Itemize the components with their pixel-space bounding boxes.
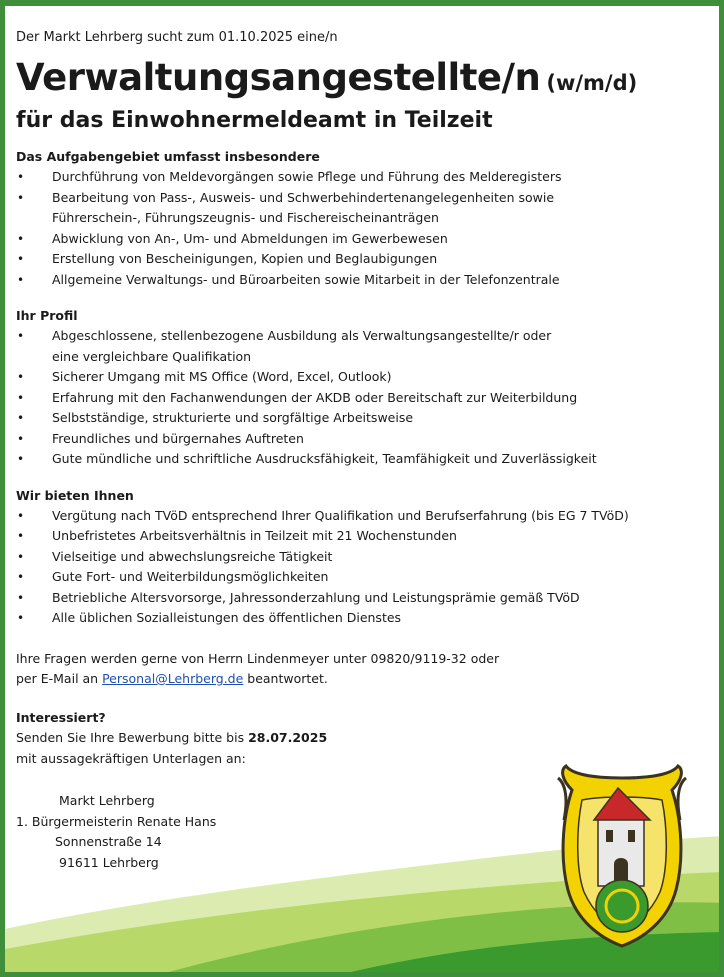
list-item — [16, 326, 704, 367]
contact-line-2-start: per E-Mail an — [16, 671, 103, 686]
contact-line-2 — [16, 669, 704, 690]
job-title — [16, 56, 704, 99]
contact-line-2-end: beantwortet. — [243, 671, 328, 686]
section-heading: Ihr Profil — [16, 308, 78, 323]
list-item — [16, 408, 704, 429]
application-deadline: 28.07.2025 — [248, 730, 328, 745]
list-item-text: Sicherer Umgang mit MS Office (Word, Excel, Outlook) — [52, 369, 392, 384]
address-line-street: Sonnenstraße 14 — [55, 834, 162, 849]
bullet-icon: • — [17, 590, 25, 605]
email-link[interactable]: Personal@Lehrberg.de — [102, 671, 244, 686]
address-line-name: 1. Bürgermeisterin Renate Hans — [16, 813, 217, 829]
bullet-list — [16, 326, 704, 470]
bullet-icon: • — [17, 329, 25, 343]
bullet-icon: • — [17, 611, 25, 625]
bullet-icon: • — [17, 549, 25, 564]
list-item — [16, 608, 704, 629]
application-line-2: mit aussagekräftigen Unterlagen an: — [16, 750, 246, 766]
bullet-icon: • — [17, 431, 25, 446]
list-item — [16, 367, 704, 388]
application-heading: Interessiert? — [16, 709, 106, 725]
contact-info — [16, 649, 704, 690]
address-line-org: Markt Lehrberg — [59, 793, 155, 808]
bullet-icon: • — [17, 231, 25, 246]
contact-line-1: Ihre Fragen werden gerne von Herrn Lindenmeyer unter 09820/9119-32 oder — [16, 650, 500, 666]
list-item — [16, 229, 704, 250]
list-item-text: Allgemeine Verwaltungs- und Büroarbeiten sowie Mitarbeit in der Telefonzentrale — [52, 271, 560, 287]
list-item — [16, 449, 704, 470]
list-item-line: Führerschein-, Führungszeugnis- und Fischereischeinanträgen — [52, 210, 439, 225]
job-title-main: Verwaltungsangestellte/n — [16, 56, 541, 99]
list-item — [16, 188, 704, 229]
job-title-suffix: (w/m/d) — [546, 71, 638, 95]
list-item-text: Abwicklung von An-, Um- und Abmeldungen im Gewerbewesen — [52, 230, 448, 246]
bullet-icon: • — [17, 252, 25, 266]
list-item-text: Unbefristetes Arbeitsverhältnis in Teilzeit mit 21 Wochenstunden — [52, 528, 457, 543]
list-item-text: Gute mündliche und schriftliche Ausdrucksfähigkeit, Teamfähigkeit und Zuverlässigkeit — [52, 451, 597, 466]
application-line-1-start: Senden Sie Ihre Bewerbung bitte bis — [16, 730, 249, 745]
list-item — [16, 588, 704, 609]
list-item — [16, 388, 704, 409]
bullet-list — [16, 506, 704, 629]
bullet-icon: • — [17, 272, 25, 287]
list-item-text: Vielseitige und abwechslungsreiche Tätigkeit — [52, 548, 333, 564]
list-item-text: Betriebliche Altersvorsorge, Jahressonderzahlung und Leistungsprämie gemäß TVöD — [52, 589, 580, 605]
bullet-icon: • — [17, 390, 25, 405]
list-item — [16, 506, 704, 527]
list-item — [16, 429, 704, 450]
list-item-text: Durchführung von Meldevorgängen sowie Pflege und Führung des Melderegisters — [52, 169, 562, 184]
list-item — [16, 167, 704, 188]
list-item-text: Alle üblichen Sozialleistungen des öffentlichen Dienstes — [52, 610, 402, 625]
application-line-1 — [16, 728, 704, 749]
list-item — [16, 249, 704, 270]
bullet-icon: • — [17, 452, 25, 466]
list-item-text: Freundliches und bürgernahes Auftreten — [52, 430, 304, 446]
bullet-icon: • — [17, 570, 25, 584]
intro-line: Der Markt Lehrberg sucht zum 01.10.2025 eine/n — [16, 30, 338, 45]
bullet-icon: • — [17, 370, 25, 384]
list-item — [16, 526, 704, 547]
job-posting — [16, 30, 704, 873]
address-line-city: 91611 Lehrberg — [59, 854, 159, 870]
bullet-icon: • — [17, 190, 25, 205]
list-item-text: Gute Fort- und Weiterbildungsmöglichkeiten — [52, 569, 329, 584]
list-item — [16, 270, 704, 291]
list-item-line: Bearbeitung von Pass-, Ausweis- und Schwerbehindertenangelegenheiten sowie — [52, 189, 555, 205]
list-item-text: Selbstständige, strukturierte und sorgfältige Arbeitsweise — [52, 410, 414, 425]
job-subtitle: für das Einwohnermeldeamt in Teilzeit — [16, 108, 493, 133]
bullet-list — [16, 167, 704, 290]
section-heading: Das Aufgabengebiet umfasst insbesondere — [16, 149, 320, 164]
bullet-icon: • — [17, 411, 25, 425]
bullet-icon: • — [17, 170, 25, 184]
section-heading: Wir bieten Ihnen — [16, 487, 134, 503]
list-item-text: Erfahrung mit den Fachanwendungen der AKDB oder Bereitschaft zur Weiterbildung — [52, 389, 578, 405]
list-item — [16, 567, 704, 588]
list-item-text: Erstellung von Bescheinigungen, Kopien und Beglaubigungen — [52, 251, 438, 266]
bullet-icon: • — [17, 508, 25, 523]
sections — [16, 149, 704, 629]
bullet-icon: • — [17, 529, 25, 543]
coat-of-arms-icon — [552, 760, 692, 950]
list-item-text: Vergütung nach TVöD entsprechend Ihrer Qualifikation und Berufserfahrung (bis EG 7 TVöD) — [52, 507, 629, 523]
list-item-line: Abgeschlossene, stellenbezogene Ausbildung als Verwaltungsangestellte/r oder — [52, 328, 552, 343]
list-item — [16, 547, 704, 568]
list-item-line: eine vergleichbare Qualifikation — [52, 348, 252, 364]
